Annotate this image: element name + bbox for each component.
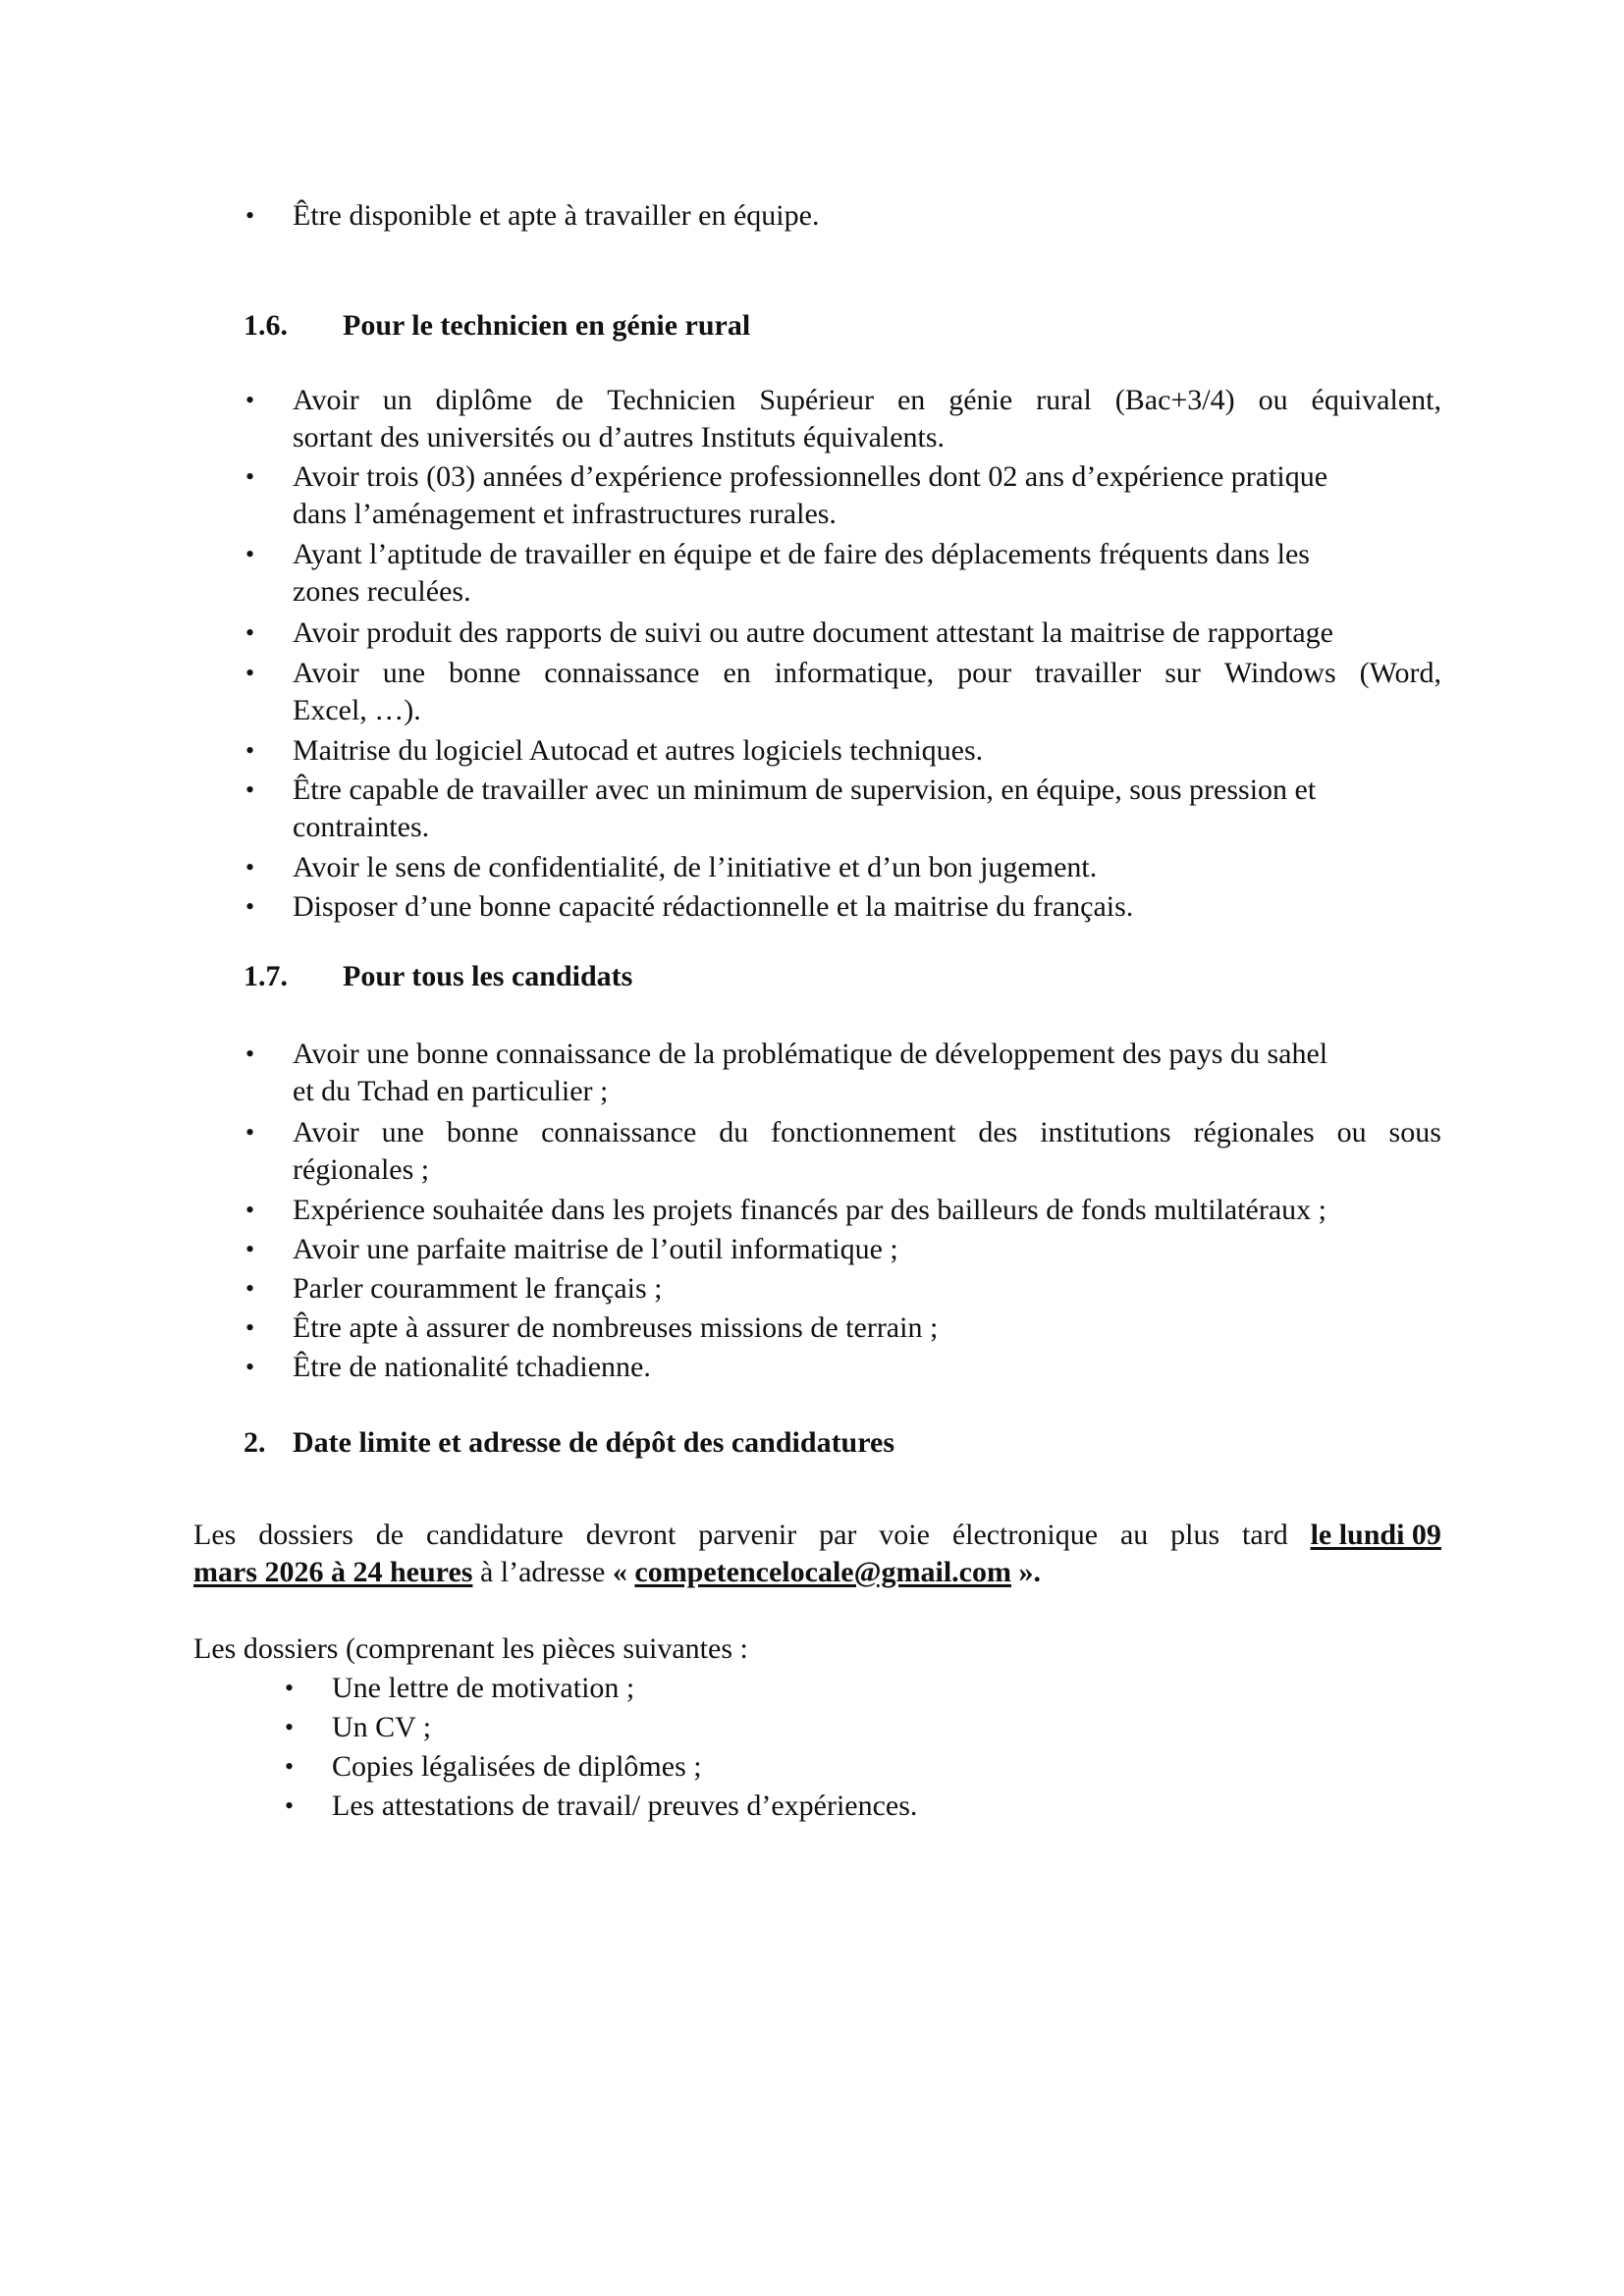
list-item-line: Expérience souhaitée dans les projets financés par des bailleurs de fonds multilatéraux ; bbox=[293, 1194, 1326, 1226]
section-title: Pour le technicien en génie rural bbox=[343, 309, 751, 342]
bullet-icon: • bbox=[245, 853, 255, 881]
bullet-icon: • bbox=[285, 1791, 295, 1820]
paragraph-line: Les dossiers (comprenant les pièces suivantes : bbox=[193, 1632, 748, 1665]
list-item: Les attestations de travail/ preuves d’expériences. bbox=[332, 1789, 918, 1822]
section-title: Pour tous les candidats bbox=[343, 960, 633, 992]
list-item-line: Avoir trois (03) années d’expérience professionnelles dont 02 ans d’expérience pratique bbox=[293, 460, 1328, 493]
list-item-line: Être capable de travailler avec un minimum de supervision, en équipe, sous pression et bbox=[293, 774, 1317, 806]
list-item-line: Ayant l’aptitude de travailler en équipe et de faire des déplacements fréquents dans les bbox=[293, 538, 1310, 570]
deadline-date-continued: mars 2026 à 24 heures bbox=[193, 1556, 473, 1588]
bullet-icon: • bbox=[245, 386, 255, 414]
bullet-icon: • bbox=[245, 659, 255, 687]
list-item-line: dans l’aménagement et infrastructures rurales. bbox=[293, 498, 837, 530]
deadline-date: le lundi 09 bbox=[1310, 1519, 1441, 1551]
bullet-icon: • bbox=[245, 736, 255, 765]
section-number: 1.6. bbox=[244, 309, 288, 342]
bullet-icon: • bbox=[285, 1713, 295, 1741]
bullet-icon: • bbox=[285, 1752, 295, 1781]
paragraph-line: mars 2026 à 24 heures à l’adresse « competencelocale@gmail.com ». bbox=[193, 1556, 1041, 1588]
list-item-line: sortant des universités ou d’autres Instituts équivalents. bbox=[293, 421, 946, 454]
bullet-icon: • bbox=[245, 1353, 255, 1381]
list-item-line: contraintes. bbox=[293, 811, 430, 843]
list-item-line: Excel, …). bbox=[293, 694, 421, 726]
list-item-line: Parler couramment le français ; bbox=[293, 1272, 663, 1305]
section-number: 1.7. bbox=[244, 960, 288, 992]
bullet-icon: • bbox=[285, 1674, 295, 1702]
list-item-line: Maitrise du logiciel Autocad et autres logiciels techniques. bbox=[293, 734, 984, 767]
list-item-line: Avoir une bonne connaissance de la problématique de développement des pays du sahel bbox=[293, 1038, 1328, 1070]
list-item: Copies légalisées de diplômes ; bbox=[332, 1750, 702, 1783]
bullet-icon: • bbox=[245, 892, 255, 921]
bullet-icon: • bbox=[245, 1040, 255, 1068]
email-link[interactable]: competencelocale@gmail.com bbox=[634, 1556, 1011, 1588]
section-number: 2. bbox=[244, 1426, 266, 1459]
list-item: Une lettre de motivation ; bbox=[332, 1672, 635, 1704]
bullet-icon: • bbox=[245, 1235, 255, 1263]
list-item-line: régionales ; bbox=[293, 1153, 430, 1186]
list-item-line: Avoir une bonne connaissance du fonctionnement des institutions régionales ou sous bbox=[293, 1116, 1441, 1148]
list-item: Un CV ; bbox=[332, 1711, 432, 1743]
list-item-line: Avoir le sens de confidentialité, de l’initiative et d’un bon jugement. bbox=[293, 851, 1098, 883]
list-item-line: Disposer d’une bonne capacité rédactionnelle et la maitrise du français. bbox=[293, 890, 1134, 923]
bullet-icon: • bbox=[245, 1274, 255, 1303]
section-title: Date limite et adresse de dépôt des candidatures bbox=[293, 1426, 895, 1459]
bullet-icon: • bbox=[245, 618, 255, 647]
bullet-icon: • bbox=[245, 462, 255, 491]
bullet-icon: • bbox=[245, 1196, 255, 1224]
bullet-icon: • bbox=[245, 540, 255, 568]
list-item-line: et du Tchad en particulier ; bbox=[293, 1075, 609, 1107]
bullet-icon: • bbox=[245, 201, 255, 230]
bullet-icon: • bbox=[245, 1118, 255, 1147]
list-item-line: Avoir un diplôme de Technicien Supérieur en génie rural (Bac+3/4) ou équivalent, bbox=[293, 384, 1441, 416]
list-item-line: Avoir produit des rapports de suivi ou autre document attestant la maitrise de rapportage bbox=[293, 616, 1333, 649]
bullet-icon: • bbox=[245, 775, 255, 804]
paragraph-line: Les dossiers de candidature devront parvenir par voie électronique au plus tard le lundi 09 bbox=[193, 1519, 1441, 1551]
list-item-line: Être apte à assurer de nombreuses missions de terrain ; bbox=[293, 1311, 939, 1344]
list-item: Être disponible et apte à travailler en équipe. bbox=[293, 199, 820, 232]
list-item-line: Avoir une bonne connaissance en informatique, pour travailler sur Windows (Word, bbox=[293, 657, 1441, 689]
list-item-line: zones reculées. bbox=[293, 575, 471, 608]
list-item-line: Avoir une parfaite maitrise de l’outil informatique ; bbox=[293, 1233, 898, 1265]
bullet-icon: • bbox=[245, 1313, 255, 1342]
list-item-line: Être de nationalité tchadienne. bbox=[293, 1351, 651, 1383]
